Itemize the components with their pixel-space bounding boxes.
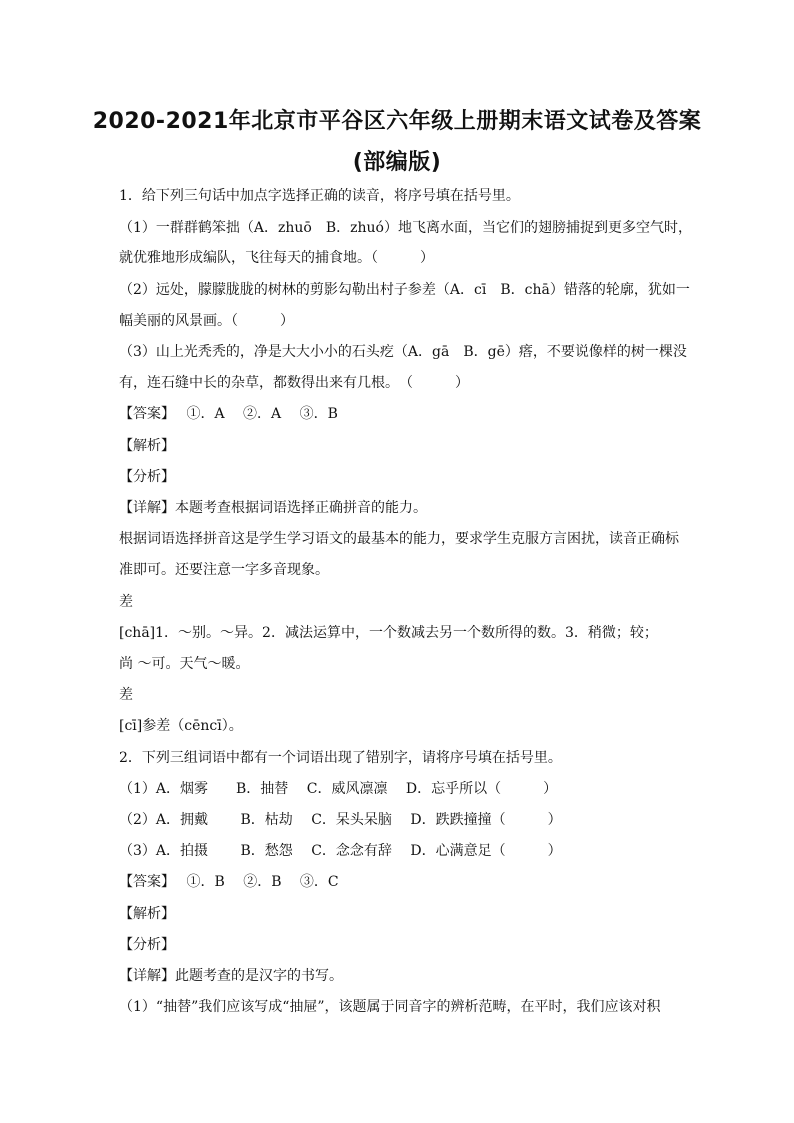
text-line: 1．给下列三句话中加点字选择正确的读音，将序号填在括号里。 xyxy=(119,188,520,204)
text-line: [chā]1．～别。～异。2．减法运算中，一个数减去另一个数所得的数。3．稍微；较； xyxy=(119,625,658,641)
text-line: 根据词语选择拼音这是学生学习语文的最基本的能力，要求学生克服方言困扰，读音正确标 xyxy=(119,531,679,547)
text-line: （3）A．拍摄 B．愁怨 C．念念有辞 D．心满意足（ ） xyxy=(119,843,562,859)
text-line: 【解析】 xyxy=(119,906,175,922)
text-line: 幅美丽的风景画。（ ） xyxy=(119,313,294,329)
text-line: 【答案】 ①．A ②．A ③．B xyxy=(119,406,338,422)
document-title: 2020-2021年北京市平谷区六年级上册期末语文试卷及答案 xyxy=(92,109,702,134)
text-line: （1）“抽替”我们应该写成“抽屉”，该题属于同音字的辨析范畴，在平时，我们应该对积 xyxy=(119,999,661,1015)
text-line: （1）A．烟雾 B．抽替 C．威风凛凛 D．忘乎所以（ ） xyxy=(119,781,558,797)
text-line: 【分析】 xyxy=(119,937,175,953)
text-line: 【详解】本题考查根据词语选择正确拼音的能力。 xyxy=(119,500,427,516)
text-line: 【分析】 xyxy=(119,469,175,485)
text-line: 准即可。还要注意一字多音现象。 xyxy=(119,562,329,578)
text-line: 差 xyxy=(119,687,133,703)
text-line: 2．下列三组词语中都有一个词语出现了错别字，请将序号填在括号里。 xyxy=(119,750,562,766)
text-line: 【答案】 ①．B ②．B ③．C xyxy=(119,874,339,890)
text-line: 尚 ～可。天气～暖。 xyxy=(119,656,250,672)
text-line: [cī]参差（cēncī）。 xyxy=(119,718,243,734)
text-line: （3）山上光秃秃的，净是大大小小的石头疙（A．gā B．gē）瘩，不要说像样的树一棵没 xyxy=(119,344,687,360)
text-line: 就优雅地形成编队，飞往每天的捕食地。（ ） xyxy=(119,250,434,266)
text-line: 【详解】此题考查的是汉字的书写。 xyxy=(119,968,343,984)
text-line: 差 xyxy=(119,594,133,610)
text-line: （2）A．拥戴 B．枯劫 C．呆头呆脑 D．跌跌撞撞（ ） xyxy=(119,812,562,828)
text-line: 【解析】 xyxy=(119,438,175,454)
text-line: 有，连石缝中长的杂草，都数得出来有几根。 （ ） xyxy=(119,375,469,391)
text-line: （1）一群群鹤笨拙（A．zhuō B．zhuó）地飞离水面，当它们的翅膀捕捉到更多空气时， xyxy=(119,220,692,236)
document-subtitle: (部编版) xyxy=(352,150,442,175)
text-line: （2）远处，朦朦胧胧的树林的剪影勾勒出村子参差（A．cī B．chā）错落的轮廓，犹如一 xyxy=(119,282,690,298)
